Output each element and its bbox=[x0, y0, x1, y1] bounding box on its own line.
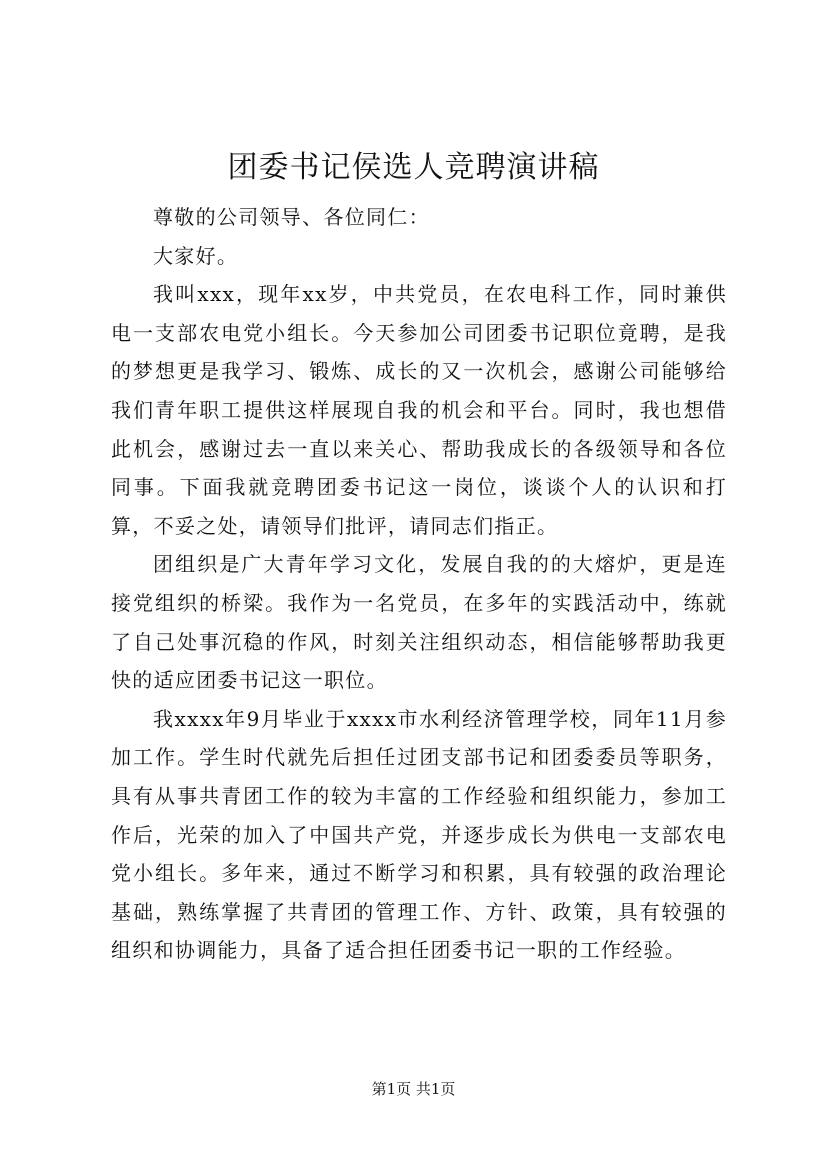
paragraph-organization: 团组织是广大青年学习文化，发展自我的的大熔炉，更是连接党组织的桥梁。我作为一名党员，在多年的实践活动中，练就了自己处事沉稳的作风，时刻关注组织动态，相信能够帮助我更快的适应团委书记这一职位。 bbox=[111, 552, 727, 693]
paragraph-introduction: 我叫xxx，现年xx岁，中共党员，在农电科工作，同时兼供电一支部农电党小组长。今天参加公司团委书记职位竟聘，是我的梦想更是我学习、锻炼、成长的又一次机会，感谢公司能够给我们青年职工提供这样展现自我的机会和平台。同时，我也想借此机会，感谢过去一直以来关心、帮助我成长的各级领导和各位同事。下面我就竞聘团委书记这一岗位，谈谈个人的认识和打算，不妥之处，请领导们批评，请同志们指正。 bbox=[111, 282, 727, 538]
greeting: 大家好。 bbox=[153, 243, 239, 268]
document-body bbox=[111, 198, 727, 970]
document-title: 团委书记侯选人竞聘演讲稿 bbox=[227, 150, 600, 185]
paragraph-experience: 我xxxx年9月毕业于xxxx市水利经济管理学校，同年11月参加工作。学生时代就先后担任过团支部书记和团委委员等职务，具有从事共青团工作的较为丰富的工作经验和组织能力，参加工作后，光荣的加入了中国共产党，并逐步成长为供电一支部农电党小组长。多年来，通过不断学习和积累，具有较强的政治理论基础，熟练掌握了共青团的管理工作、方针、政策，具有较强的组织和协调能力，具备了适合担任团委书记一职的工作经验。 bbox=[111, 706, 727, 963]
salutation: 尊敬的公司领导、各位同仁： bbox=[153, 205, 430, 229]
page-footer: 第1页 共1页 bbox=[371, 1080, 456, 1098]
